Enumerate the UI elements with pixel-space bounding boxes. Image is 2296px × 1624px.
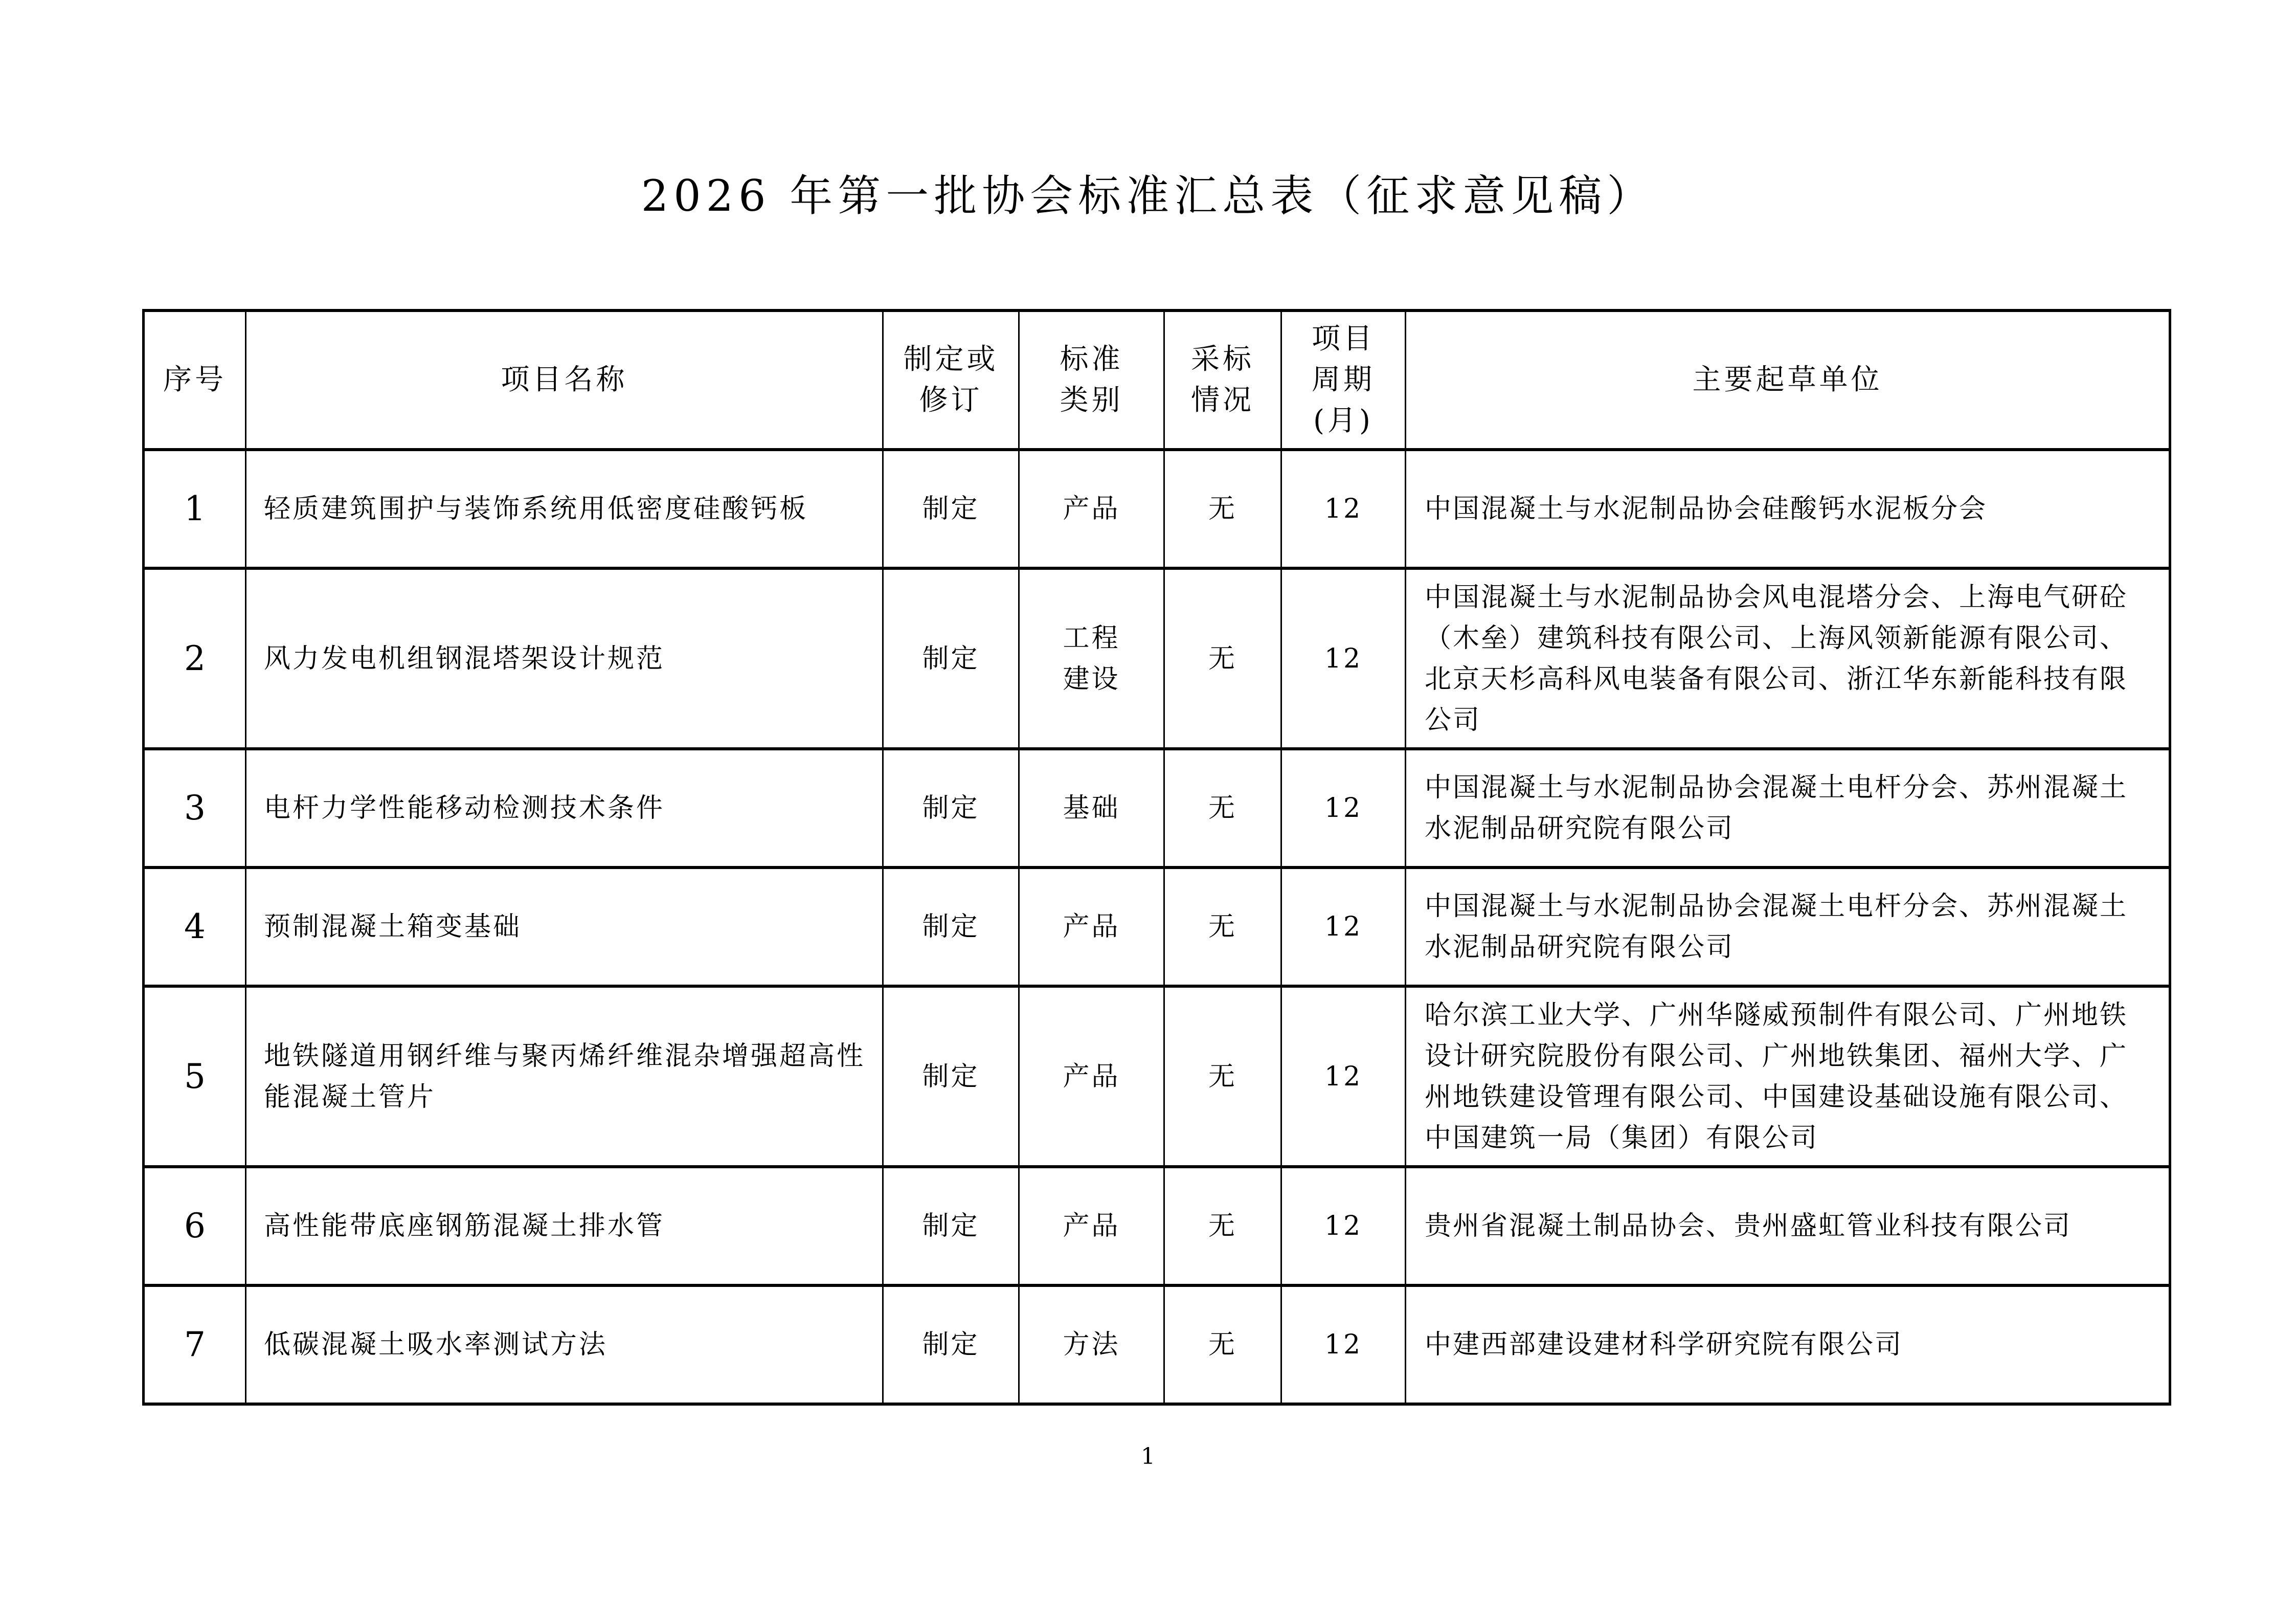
header-period — [1281, 310, 1406, 450]
cell-no: 3 — [144, 749, 246, 867]
cell-period: 12 — [1281, 749, 1406, 867]
header-adoption-line2: 情况 — [1191, 384, 1254, 417]
cell-no: 6 — [144, 1167, 246, 1285]
cell-adoption: 无 — [1164, 1167, 1281, 1285]
header-units: 主要起草单位 — [1406, 310, 2170, 450]
cell-name: 预制混凝土箱变基础 — [246, 867, 883, 986]
cell-period: 12 — [1281, 450, 1406, 568]
header-category-line2: 类别 — [1060, 384, 1123, 417]
cell-name: 低碳混凝土吸水率测试方法 — [246, 1285, 883, 1404]
cell-name: 高性能带底座钢筋混凝土排水管 — [246, 1167, 883, 1285]
cell-category-line1: 产品 — [1063, 1211, 1120, 1241]
header-type-line2: 修订 — [919, 384, 983, 417]
header-period-line1: 项目 — [1312, 322, 1375, 355]
cell-category-line1: 工程 — [1063, 622, 1120, 654]
cell-category — [1019, 1285, 1164, 1404]
standards-summary-table — [142, 309, 2171, 1406]
table-row — [144, 867, 2170, 986]
cell-name: 轻质建筑围护与装饰系统用低密度硅酸钙板 — [246, 450, 883, 568]
header-type-line1: 制定或 — [903, 343, 999, 376]
cell-name: 电杆力学性能移动检测技术条件 — [246, 749, 883, 867]
cell-no: 1 — [144, 450, 246, 568]
cell-no: 7 — [144, 1285, 246, 1404]
table-row — [144, 568, 2170, 749]
cell-category — [1019, 867, 1164, 986]
cell-category — [1019, 450, 1164, 568]
cell-type: 制定 — [883, 749, 1019, 867]
cell-units: 中国混凝土与水泥制品协会混凝土电杆分会、苏州混凝土水泥制品研究院有限公司 — [1406, 749, 2170, 867]
cell-units: 中国混凝土与水泥制品协会混凝土电杆分会、苏州混凝土水泥制品研究院有限公司 — [1406, 867, 2170, 986]
cell-category-line1: 产品 — [1063, 494, 1120, 524]
cell-units: 中国混凝土与水泥制品协会风电混塔分会、上海电气研砼（木垒）建筑科技有限公司、上海风领新能源有限公司、北京天杉高科风电装备有限公司、浙江华东新能科技有限公司 — [1406, 568, 2170, 749]
cell-period: 12 — [1281, 568, 1406, 749]
header-period-line2: 周期 — [1312, 363, 1375, 396]
cell-name: 风力发电机组钢混塔架设计规范 — [246, 568, 883, 749]
cell-no: 4 — [144, 867, 246, 986]
cell-no: 2 — [144, 568, 246, 749]
header-adoption — [1164, 310, 1281, 450]
cell-type: 制定 — [883, 450, 1019, 568]
cell-category — [1019, 568, 1164, 749]
cell-period: 12 — [1281, 1167, 1406, 1285]
cell-adoption: 无 — [1164, 450, 1281, 568]
cell-no: 5 — [144, 986, 246, 1167]
cell-type: 制定 — [883, 986, 1019, 1167]
cell-type: 制定 — [883, 1285, 1019, 1404]
table-row — [144, 749, 2170, 867]
table-row — [144, 450, 2170, 568]
table-row — [144, 1167, 2170, 1285]
header-adoption-line1: 采标 — [1191, 343, 1254, 376]
cell-category — [1019, 986, 1164, 1167]
cell-period: 12 — [1281, 1285, 1406, 1404]
cell-type: 制定 — [883, 867, 1019, 986]
cell-adoption: 无 — [1164, 568, 1281, 749]
cell-units: 贵州省混凝土制品协会、贵州盛虹管业科技有限公司 — [1406, 1167, 2170, 1285]
header-period-line3: (月) — [1313, 404, 1374, 437]
cell-type: 制定 — [883, 1167, 1019, 1285]
table-row — [144, 1285, 2170, 1404]
header-no: 序号 — [144, 310, 246, 450]
document-title: 2026 年第一批协会标准汇总表（征求意见稿） — [641, 171, 1655, 221]
cell-units: 中国混凝土与水泥制品协会硅酸钙水泥板分会 — [1406, 450, 2170, 568]
cell-period: 12 — [1281, 986, 1406, 1167]
cell-adoption: 无 — [1164, 1285, 1281, 1404]
header-category-line1: 标准 — [1060, 343, 1123, 376]
cell-category-line1: 基础 — [1063, 793, 1120, 824]
page-number: 1 — [1141, 1443, 1155, 1470]
cell-adoption: 无 — [1164, 749, 1281, 867]
cell-adoption: 无 — [1164, 986, 1281, 1167]
cell-adoption: 无 — [1164, 867, 1281, 986]
cell-category-line1: 产品 — [1063, 911, 1120, 942]
cell-type: 制定 — [883, 568, 1019, 749]
cell-period: 12 — [1281, 867, 1406, 986]
cell-name: 地铁隧道用钢纤维与聚丙烯纤维混杂增强超高性能混凝土管片 — [246, 986, 883, 1167]
header-name: 项目名称 — [246, 310, 883, 450]
cell-category-line1: 产品 — [1063, 1061, 1120, 1092]
header-category — [1019, 310, 1164, 450]
cell-units: 哈尔滨工业大学、广州华隧威预制件有限公司、广州地铁设计研究院股份有限公司、广州地铁集团、福州大学、广州地铁建设管理有限公司、中国建设基础设施有限公司、中国建筑一局（集团）有限公司 — [1406, 986, 2170, 1167]
cell-category — [1019, 1167, 1164, 1285]
table-row — [144, 986, 2170, 1167]
cell-units: 中建西部建设建材科学研究院有限公司 — [1406, 1285, 2170, 1404]
cell-category-line2: 建设 — [1063, 663, 1120, 695]
table-header-row — [144, 310, 2170, 450]
cell-category-line1: 方法 — [1063, 1329, 1120, 1360]
cell-category — [1019, 749, 1164, 867]
header-type — [883, 310, 1019, 450]
